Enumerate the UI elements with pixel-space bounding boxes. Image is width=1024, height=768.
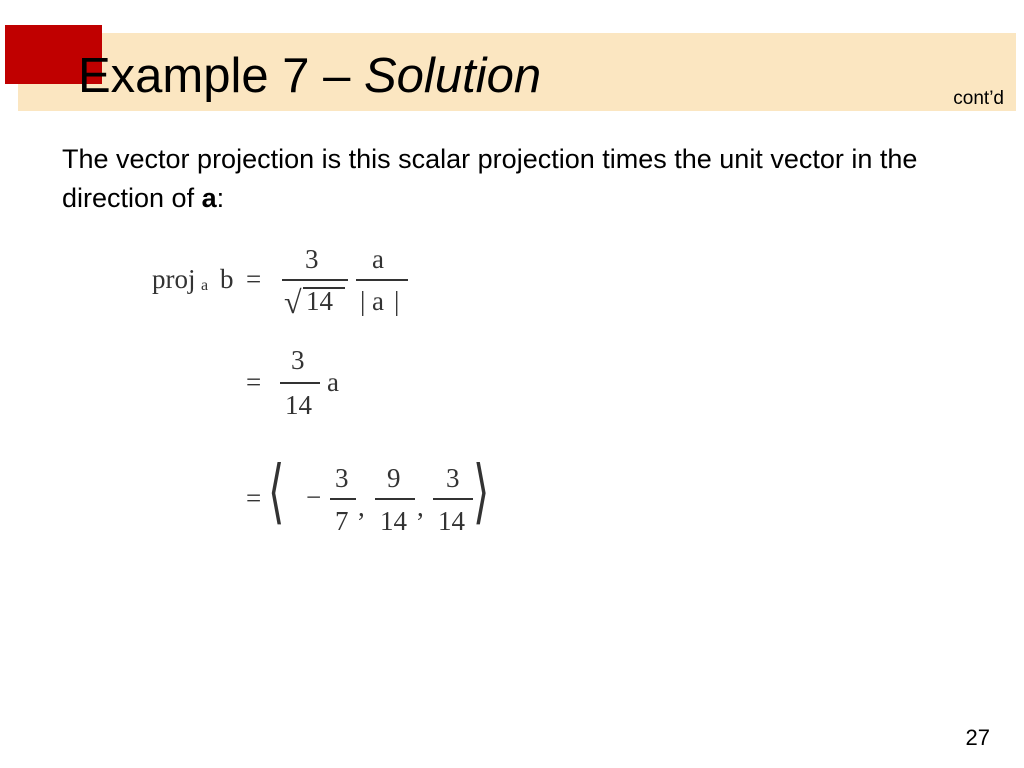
fraction2-numerator: a: [372, 244, 384, 274]
body-text-bold-vector: a: [201, 183, 217, 213]
proj-operator: proj: [152, 264, 196, 294]
minus-sign: −: [306, 482, 322, 512]
fraction4-denominator: 7: [335, 506, 349, 536]
fraction4-bar: [330, 498, 356, 500]
continued-label: cont’d: [953, 88, 1004, 109]
fraction6-bar: [433, 498, 473, 500]
vector-b: b: [220, 264, 234, 294]
fraction1-denominator: 14: [306, 286, 333, 316]
abs-bar-right: |: [394, 286, 400, 316]
title-main: Example 7 –: [78, 49, 364, 103]
fraction5-denominator: 14: [380, 506, 407, 536]
fraction5-bar: [375, 498, 415, 500]
sqrt-sign: √: [284, 284, 302, 320]
body-text: [62, 140, 982, 218]
body-text-main: The vector projection is this scalar projection times the unit vector in the direction of: [62, 144, 918, 213]
fraction3-bar: [280, 382, 320, 384]
abs-bar-left: |: [360, 286, 366, 316]
fraction5-numerator: 9: [387, 463, 401, 493]
body-text-colon: :: [216, 183, 225, 213]
fraction3-denominator: 14: [285, 390, 312, 420]
fraction1-numerator: 3: [305, 244, 319, 274]
fraction6-numerator: 3: [446, 463, 460, 493]
fraction6-denominator: 14: [438, 506, 465, 536]
fraction3-numerator: 3: [291, 345, 305, 375]
proj-subscript: a: [201, 277, 209, 294]
comma-2: ,: [417, 492, 424, 522]
comma-1: ,: [358, 492, 365, 522]
slide-title: [78, 44, 541, 108]
left-angle-bracket: ⟨: [268, 450, 285, 532]
fraction4-numerator: 3: [335, 463, 349, 493]
fraction1-bar: [282, 279, 348, 281]
page-number: 27: [965, 725, 990, 750]
vector-a: a: [327, 367, 339, 397]
equals-sign-2: =: [246, 367, 262, 397]
title-italic: Solution: [364, 49, 542, 103]
equals-sign-1: =: [246, 264, 262, 294]
abs-vector-a: a: [372, 286, 384, 316]
equals-sign-3: =: [246, 483, 262, 513]
right-angle-bracket: ⟩: [473, 450, 490, 532]
fraction2-bar: [356, 279, 408, 281]
